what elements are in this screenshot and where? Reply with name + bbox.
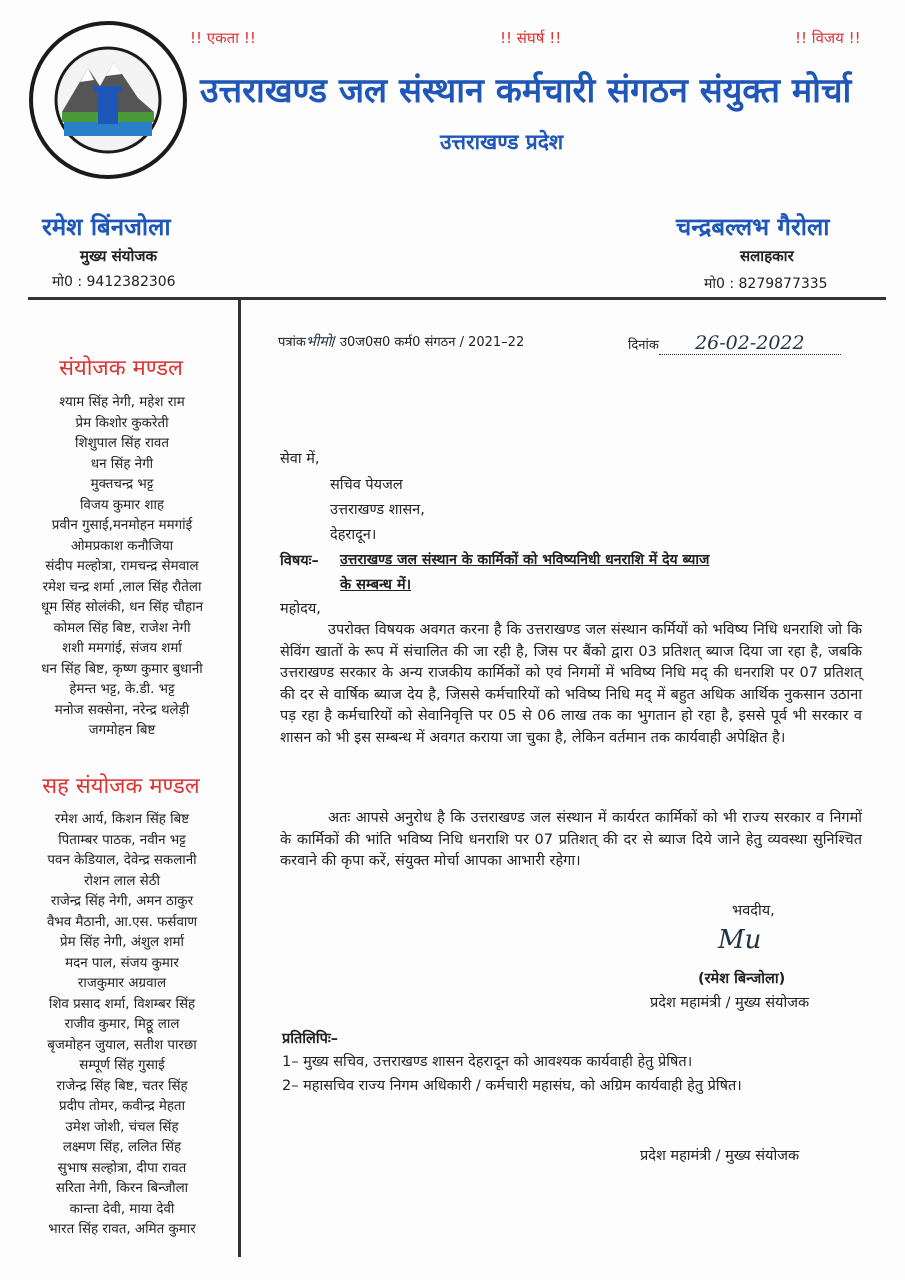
list-item: हेमन्त भट्ट, के.डी. भट्ट (69, 682, 175, 697)
list-item: रमेश चन्द्र शर्मा ,लाल सिंह रौतेला (42, 579, 202, 595)
list-item: जगमोहन बिष्ट (88, 723, 156, 738)
list-item: शिशुपाल सिंह रावत (75, 436, 169, 451)
subject-line: उत्तराखण्ड जल संस्थान के कार्मिकों को भविष्यनिधी धनराशि में देय ब्याज (340, 552, 710, 568)
list-item: बृजमोहन जुयाल, सतीश पारछा (47, 1037, 197, 1053)
date-line (628, 332, 841, 355)
header-divider (28, 297, 886, 300)
right-contact-name: चन्द्रबल्लभ गैरोला (676, 213, 830, 241)
convenors-list (6, 393, 238, 742)
paragraph-2: अतः आपसे अनुरोध है कि उत्तराखण्ड जल संस्थान में कार्यरत कार्मिकों को भी राज्य सरकार व निगमों के कार्मिकों की भांति भविष्य निधि धनराशि पर 07 प्रतिशत् की दर से ब्याज दिये जाने हेतु व्यवस्था सुनिश्चित करवाने की कृपा करें, संयुक्त मोर्चा आपका आभारी रहेगा। (280, 810, 862, 869)
organization-seal-icon (28, 20, 188, 180)
recipient-line: उत्तराखण्ड शासन, (330, 502, 425, 518)
list-item: सम्पूर्ण सिंह गुसाई (79, 1058, 165, 1073)
to-line: सेवा में, (280, 451, 320, 467)
copy-item: 2– महासचिव राज्य निगम अधिकारी / कर्मचारी महासंघ, को अग्रिम कार्यवाही हेतु प्रेषित। (282, 1078, 742, 1094)
list-item: प्रेम सिंह नेगी, अंशुल शर्मा (60, 935, 184, 950)
list-item: ओमप्रकाश कनौजिया (70, 538, 174, 554)
reference-handwritten: भीमो (305, 334, 332, 350)
recipient-line: सचिव पेयजल (330, 477, 403, 493)
list-item: धन सिंह बिष्ट, कृष्ण कुमार बुधानी (41, 661, 203, 677)
list-item: प्रवीन गुसाई,मनमोहन ममगांई (51, 518, 193, 533)
list-item: श्याम सिंह नेगी, महेश राम (59, 395, 185, 410)
subject-line: के सम्बन्ध में। (340, 577, 412, 593)
list-item: भारत सिंह रावत, अमित कुमार (48, 1222, 196, 1237)
list-item: राजेन्द्र सिंह बिष्ट, चतर सिंह (56, 1078, 188, 1094)
organization-subtitle: उत्तराखण्ड प्रदेश (440, 130, 564, 154)
list-item: पिताम्बर पाठक, नवीन भट्ट (58, 832, 186, 848)
footer-title: प्रदेश महामंत्री / मुख्य संयोजक (640, 1148, 800, 1164)
list-item: सरिता नेगी, किरन बिन्जौला (55, 1181, 189, 1196)
paragraph-1: उपरोक्त विषयक अवगत करना है कि उत्तराखण्ड जल संस्थान कर्मियों को भविष्य निधि धनराशि जो कि सेविंग खातों के रूप में संचालित की जा रही है, जिस पर बैंको द्वारा 03 प्रतिशत् ब्याज दिया जा रहा है, जबकि उत्तराखण्ड सरकार के अन्य राजकीय कार्मिकों को एवं निगमों में भविष्य निधि मद् की धनराशि पर 07 प्रतिशत् की दर से वार्षिक ब्याज देय है, जिससे कर्मचारियों को भविष्य निधि मद् में बहुत अधिक आर्थिक नुकसान उठाना पड़ रहा है कर्मचारियों को सेवानिवृत्ति पर 05 से 06 लाख तक का भुगतान हो रहा है, इससे पूर्व भी सरकार व शासन को भी इस सम्बन्ध में अवगत कराया जा चुका है, लेकिन वर्तमान तक कार्यवाही अपेक्षित है। (280, 622, 862, 746)
list-item: मनोज सक्सेना, नरेन्द्र थलेड़ी (54, 702, 190, 718)
list-item: मुक्तचन्द्र भट्ट (90, 477, 154, 492)
signer-name: (रमेश बिन्जोला) (698, 971, 786, 987)
salutation: महोदय, (280, 601, 321, 617)
subject-label: विषयः– (280, 553, 319, 569)
signature-mark: Mu (718, 925, 762, 955)
list-item: राजकुमार अग्रवाल (77, 976, 167, 991)
list-item: कोमल सिंह बिष्ट, राजेश नेगी (53, 620, 191, 636)
list-item: रोशन लाल सेठी (84, 873, 160, 889)
closing: भवदीय, (732, 903, 775, 919)
copy-label: प्रतिलिपिः– (282, 1031, 339, 1047)
list-item: प्रदीप तोमर, कवीन्द्र मेहता (58, 1099, 186, 1114)
reference-rest: / उ0ज0स0 कर्म0 संगठन / 2021–22 (331, 335, 525, 350)
reference-prefix: पत्रांक (278, 335, 306, 350)
co-convenors-heading: सह संयोजक मण्डल (42, 774, 200, 799)
list-item: विजय कुमार शाह (79, 497, 165, 513)
list-item: शशी ममगांई, संजय शर्मा (62, 641, 182, 656)
right-contact-role: सलाहकार (740, 247, 794, 265)
list-item: वैभव मैठानी, आ.एस. फर्सवाण (46, 914, 198, 930)
left-contact-name: रमेश बिंनजोला (42, 213, 171, 241)
reference-line (278, 332, 524, 351)
list-item: संदीप मल्होत्रा, रामचन्द्र सेमवाल (45, 559, 199, 574)
list-item: धन सिंह नेगी (90, 456, 154, 472)
slogan-struggle: !! संघर्ष !! (500, 29, 562, 47)
copy-item: 1– मुख्य सचिव, उत्तराखण्ड शासन देहरादून को आवश्यक कार्यवाही हेतु प्रेषित। (282, 1054, 693, 1070)
list-item: कान्ता देवी, माया देवी (69, 1201, 175, 1217)
left-contact-mobile: मो0 : 9412382306 (52, 274, 176, 290)
signer-title: प्रदेश महामंत्री / मुख्य संयोजक (650, 995, 810, 1011)
list-item: राजीव कुमार, मिठ्ठू लाल (64, 1017, 180, 1032)
recipient-line: देहरादून। (330, 527, 377, 543)
list-item: धूम सिंह सोलंकी, धन सिंह चौहान (40, 600, 204, 615)
list-item: शिव प्रसाद शर्मा, विशम्बर सिंह (48, 996, 196, 1012)
co-convenors-list (6, 810, 238, 1241)
right-contact-mobile: मो0 : 8279877335 (704, 276, 828, 292)
sidebar-divider (238, 297, 241, 1257)
convenors-heading: संयोजक मण्डल (59, 356, 183, 381)
date-handwritten: 26-02-2022 (695, 332, 805, 354)
slogan-victory: !! विजय !! (795, 29, 861, 47)
list-item: लक्ष्मण सिंह, ललित सिंह (62, 1140, 182, 1155)
slogan-unity: !! एकता !! (190, 29, 256, 47)
date-label: दिनांक (628, 338, 659, 353)
list-item: मदन पाल, संजय कुमार (65, 955, 179, 971)
list-item: प्रेम किशोर कुकरेती (75, 415, 169, 431)
list-item: सुभाष सल्होत्रा, दीपा रावत (57, 1160, 187, 1176)
left-contact-role: मुख्य संयोजक (80, 247, 158, 265)
list-item: पवन केडियाल, देवेन्द्र सकलानी (47, 853, 197, 868)
list-item: राजेन्द्र सिंह नेगी, अमन ठाकुर (50, 894, 194, 909)
list-item: उमेश जोशी, चंचल सिंह (65, 1119, 179, 1135)
list-item: रमेश आर्य, किशन सिंह बिष्ट (54, 812, 190, 827)
organization-title: उत्तराखण्ड जल संस्थान कर्मचारी संगठन संयुक्त मोर्चा (200, 71, 852, 111)
